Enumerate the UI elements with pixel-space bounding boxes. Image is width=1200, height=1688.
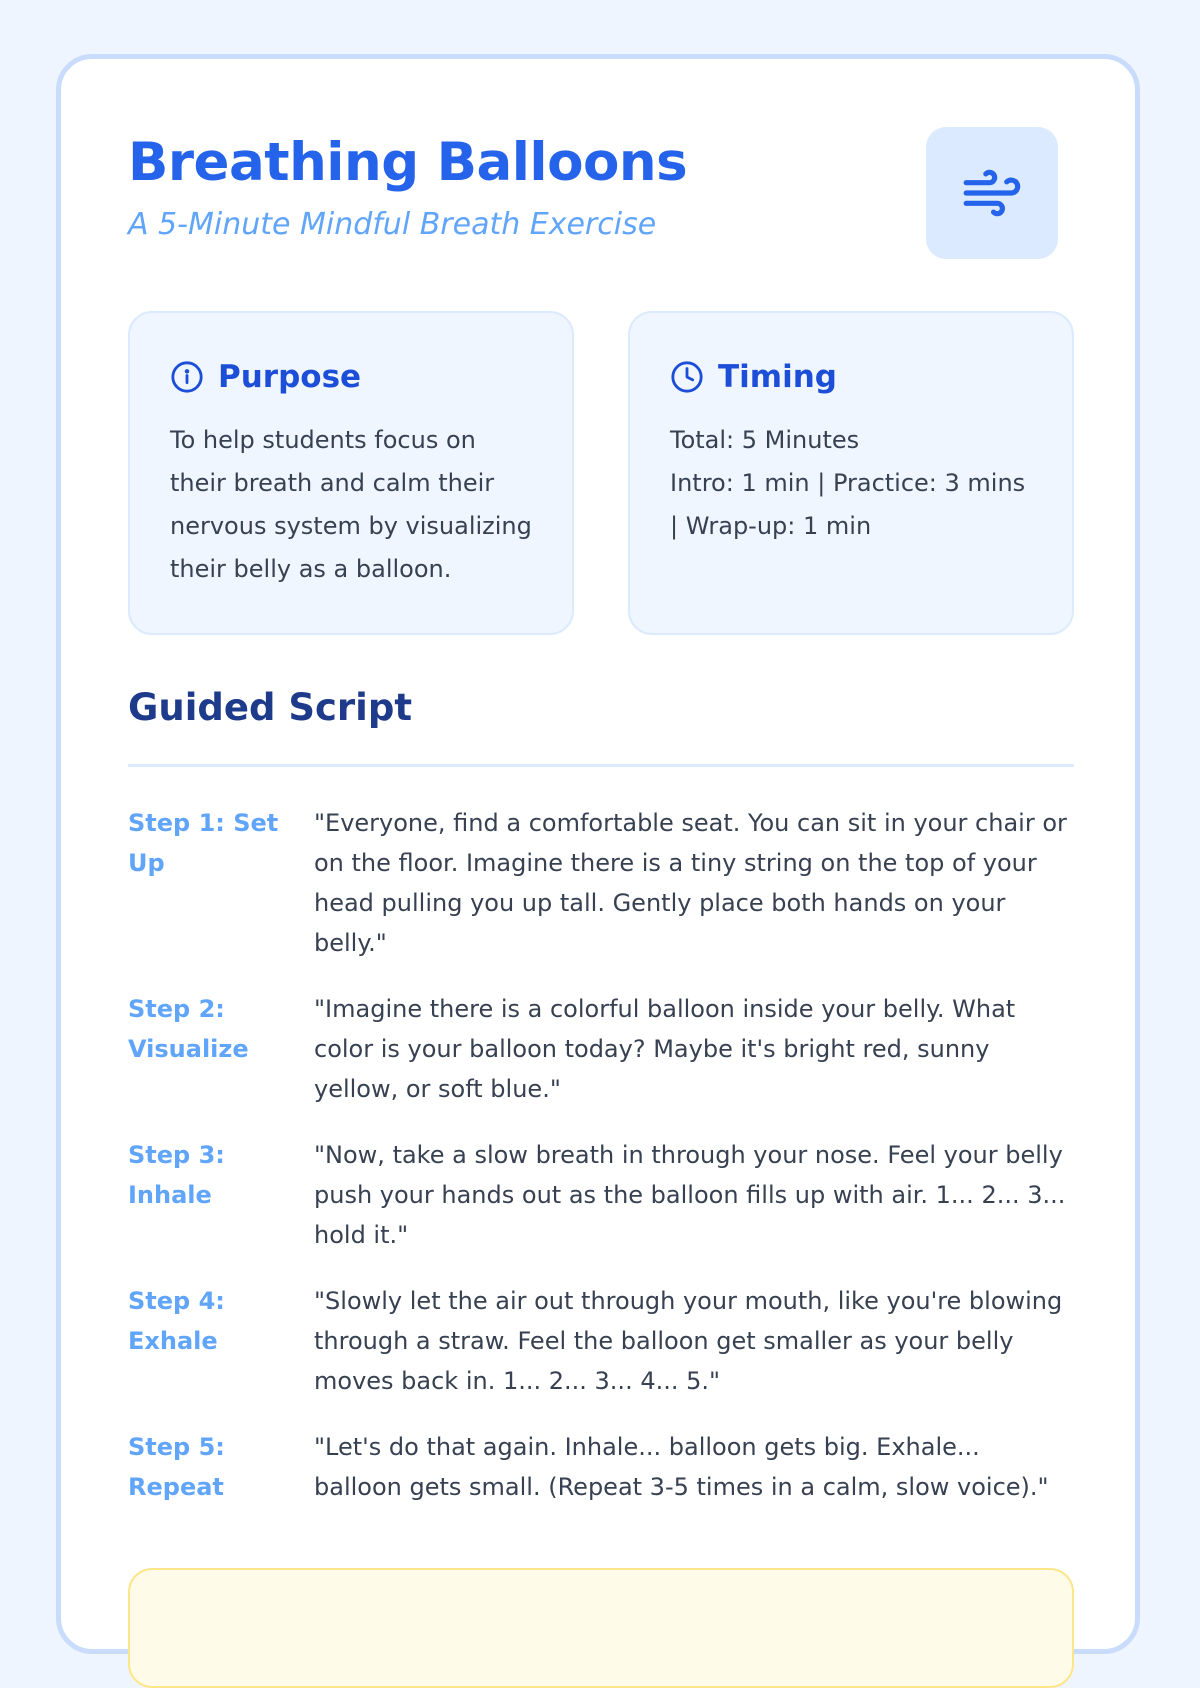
step-label: Step 1: Set Up (128, 809, 279, 877)
timing-card (628, 311, 1074, 635)
timing-body (670, 419, 1032, 548)
step-item (128, 1135, 1074, 1255)
page-title: Breathing Balloons (128, 132, 688, 193)
step-item (128, 1427, 1074, 1507)
wind-icon (954, 162, 1030, 224)
step-text: "Let's do that again. Inhale... balloon gets big. Exhale... balloon gets small. (Repeat 3-5 times in a calm, slow voice)." (314, 1433, 1049, 1501)
step-item (128, 989, 1074, 1109)
tip-box (128, 1568, 1074, 1688)
step-label: Step 5: Repeat (128, 1433, 225, 1501)
step-text: "Slowly let the air out through your mouth, like you're blowing through a straw. Feel the balloon get smaller as your belly moves back in. 1... 2... 3... 4... 5." (314, 1287, 1063, 1395)
purpose-heading (170, 357, 532, 397)
timing-title: Timing (718, 359, 837, 395)
info-icon (170, 360, 204, 394)
logo-badge (926, 127, 1058, 259)
step-text: "Now, take a slow breath in through your nose. Feel your belly push your hands out as the balloon fills up with air. 1... 2... 3... hold it." (314, 1141, 1066, 1249)
purpose-card (128, 311, 574, 635)
script-steps (128, 803, 1074, 1533)
step-item (128, 803, 1074, 963)
step-text: "Everyone, find a comfortable seat. You can sit in your chair or on the floor. Imagine there is a tiny string on the top of your head pulling you up tall. Gently place both hands on your belly." (314, 809, 1067, 957)
section-divider (128, 764, 1074, 767)
purpose-body: To help students focus on their breath and calm their nervous system by visualizing their belly as a balloon. (170, 426, 532, 583)
step-label: Step 3: Inhale (128, 1141, 225, 1209)
page-subtitle: A 5-Minute Mindful Breath Exercise (128, 207, 657, 242)
guided-script-title: Guided Script (128, 686, 413, 729)
step-label: Step 2: Visualize (128, 995, 249, 1063)
purpose-title: Purpose (218, 359, 362, 395)
step-label: Step 4: Exhale (128, 1287, 225, 1355)
step-text: "Imagine there is a colorful balloon inside your belly. What color is your balloon today? Maybe it's bright red, sunny yellow, or soft blue." (314, 995, 1016, 1103)
header (128, 131, 687, 245)
timing-total: Total: 5 Minutes (670, 426, 860, 454)
clock-icon (670, 360, 704, 394)
lesson-card (56, 54, 1140, 1654)
step-item (128, 1281, 1074, 1401)
timing-breakdown: Intro: 1 min | Practice: 3 mins | Wrap-up: 1 min (670, 469, 1026, 540)
timing-heading (670, 357, 1032, 397)
